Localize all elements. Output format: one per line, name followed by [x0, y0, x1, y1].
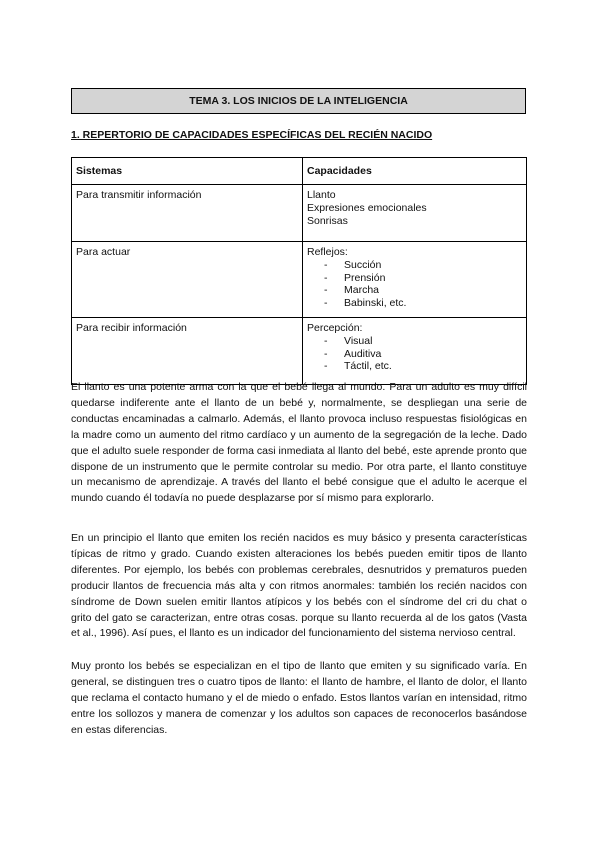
- body-paragraph: Muy pronto los bebés se especializan en el tipo de llanto que emiten y su significado varía. En general, se distinguen tres o cuatro tipos de llanto: el llanto de hambre, el llanto de dolor, el llanto que reclama el contacto humano y el de miedo o enfado. Estos llantos varían en intensidad, ritmo entre los sollozos y manera de comenzar y los adultos son capaces de reconocerlos basándose en estas diferencias.: [71, 660, 527, 736]
- capacidad-item: Llanto: [307, 189, 336, 201]
- table-row: [72, 185, 527, 242]
- table-row: [72, 242, 527, 318]
- capacidades-cell: [303, 318, 527, 385]
- body-paragraph: El llanto es una potente arma con la que el bebé llega al mundo. Para un adulto es muy difícil quedarse indiferente ante el llanto de un bebé y, normalmente, se despliegan una serie de conductas encaminadas a calmarlo. Además, el llanto provoca incluso respuestas fisiológicas en la madre como un aumento del ritmo cardíaco y un aumento de la segregación de la leche. Dado que el adulto suele responder de forma casi inmediata al llanto del bebé, este aprende pronto que dispone de un instrumento que le permite controlar su medio. Por otra parte, el llanto constituye un mecanismo de aprendizaje. A través del llanto el bebé consigue que el adulto le acerque el mundo cuando él todavía no puede desplazarse por sí mismo para explorarlo.: [71, 381, 527, 505]
- header-sistemas: Sistemas: [72, 158, 303, 185]
- list-item: - Táctil, etc.: [324, 360, 522, 373]
- list-item: - Babinski, etc.: [324, 297, 522, 310]
- list-item: - Auditiva: [324, 348, 522, 361]
- capacidad-intro: Reflejos:: [307, 246, 348, 258]
- table-row: [72, 318, 527, 385]
- list-item: - Succión: [324, 259, 522, 272]
- capacities-table: [71, 157, 527, 385]
- list-item: - Marcha: [324, 284, 522, 297]
- capacidad-item: Expresiones emocionales: [307, 201, 427, 214]
- sistema-cell: Para actuar: [72, 242, 303, 318]
- reflex-list: [307, 259, 522, 310]
- section-heading: 1. REPERTORIO DE CAPACIDADES ESPECÍFICAS DEL RECIÉN NACIDO: [71, 129, 433, 141]
- list-item: - Visual: [324, 335, 522, 348]
- sistema-cell: Para transmitir información: [72, 185, 303, 242]
- list-item: - Prensión: [324, 272, 522, 285]
- capacidad-item: Sonrisas: [307, 214, 348, 227]
- page-title: TEMA 3. LOS INICIOS DE LA INTELIGENCIA: [71, 88, 526, 114]
- capacidades-cell: [303, 242, 527, 318]
- capacidad-intro: Percepción:: [307, 322, 363, 334]
- body-paragraph: En un principio el llanto que emiten los recién nacidos es muy básico y presenta características típicas de ritmo y grado. Cuando existen alteraciones los bebés pueden emitir tipos de llanto diferentes. Por ejemplo, los bebés con problemas cerebrales, desnutridos y prematuros pueden producir llantos de frecuencia más alta y con ritmos anormales: también los recién nacidos con síndrome de Down suelen emitir llantos atípicos y los bebés con el síndrome del cri du chat o grito del gato se caracterizan, entre otras cosas. porque su llanto recuerda al de los gatos (Vasta et al., 1996). Así pues, el llanto es un indicador del funcionamiento del sistema nervioso central.: [71, 532, 527, 640]
- perception-list: [307, 335, 522, 373]
- sistema-cell: Para recibir información: [72, 318, 303, 385]
- table-header-row: [72, 158, 527, 185]
- capacidades-cell: [303, 185, 527, 242]
- header-capacidades: Capacidades: [303, 158, 527, 185]
